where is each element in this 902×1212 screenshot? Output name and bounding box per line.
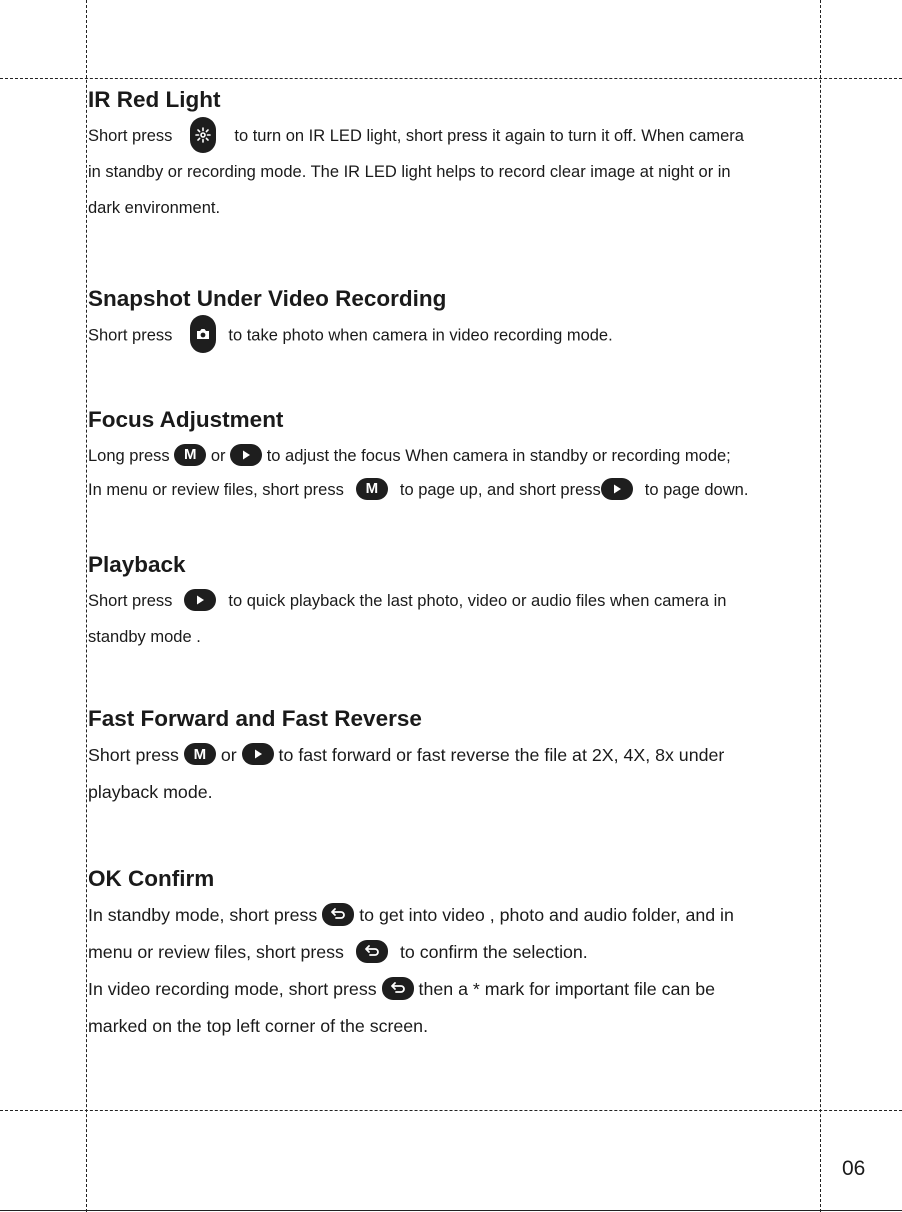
text-fragment: to fast forward or fast reverse the file at 2X, 4X, 8x under — [278, 745, 725, 765]
play-icon-glyph — [240, 449, 252, 461]
text-fragment: to quick playback the last photo, video or audio files when camera in — [228, 592, 727, 610]
section-fast-forward-reverse — [88, 705, 822, 811]
text-fragment: to confirm the selection. — [399, 942, 588, 962]
return-icon — [356, 940, 388, 963]
text-fragment: to adjust the focus When camera in standby or recording mode; — [266, 447, 731, 465]
section-title: Playback — [88, 552, 186, 577]
text-fragment: In standby mode, short press — [88, 905, 318, 925]
section-playback — [88, 551, 822, 655]
text-fragment: to take photo when camera in video recording mode. — [228, 326, 613, 345]
crop-line-top — [0, 78, 902, 79]
text-line: standby mode . — [88, 628, 201, 646]
text-line — [88, 438, 822, 474]
text-line — [88, 934, 822, 971]
section-title: Snapshot Under Video Recording — [88, 286, 447, 311]
m-button-icon: M — [184, 743, 216, 765]
text-line — [88, 583, 822, 619]
text-fragment: Long press — [88, 447, 170, 465]
play-icon-glyph — [611, 483, 623, 495]
play-icon-glyph — [252, 748, 264, 760]
text-fragment: to page up, and short press — [399, 481, 601, 499]
text-fragment: Short press — [88, 127, 173, 145]
play-icon-glyph — [194, 594, 206, 606]
text-line — [88, 118, 822, 154]
section-title: Fast Forward and Fast Reverse — [88, 706, 422, 731]
text-fragment: menu or review files, short press — [88, 942, 344, 962]
camera-icon-glyph — [195, 327, 211, 341]
section-title: IR Red Light — [88, 87, 221, 112]
section-snapshot — [88, 285, 822, 353]
text-fragment: then a * mark for important file can be — [418, 979, 716, 999]
text-fragment: or — [220, 745, 237, 765]
text-fragment: Short press — [88, 745, 179, 765]
play-icon — [184, 589, 216, 611]
text-line: dark environment. — [88, 199, 221, 217]
page-number: 06 — [842, 1157, 866, 1180]
text-fragment: or — [210, 447, 226, 465]
text-fragment: to page down. — [644, 481, 749, 499]
crop-line-bottom — [0, 1110, 902, 1111]
return-icon-glyph — [364, 944, 380, 958]
m-button-icon: M — [356, 478, 388, 500]
text-line — [88, 897, 822, 934]
text-line — [88, 971, 822, 1008]
text-line: marked on the top left corner of the screen. — [88, 1016, 429, 1036]
text-line: playback mode. — [88, 782, 213, 802]
section-title: Focus Adjustment — [88, 407, 284, 432]
m-button-icon: M — [174, 444, 206, 466]
margin-line-left — [86, 0, 87, 1212]
text-fragment: Short press — [88, 326, 173, 345]
return-icon — [322, 903, 354, 926]
text-line: in standby or recording mode. The IR LED light helps to record clear image at night or in — [88, 163, 731, 181]
play-icon — [601, 478, 633, 500]
text-fragment: to turn on IR LED light, short press it again to turn it off. When camera — [234, 127, 744, 145]
camera-icon — [190, 315, 216, 353]
section-ir-red-light — [88, 86, 822, 226]
text-fragment: In menu or review files, short press — [88, 481, 344, 499]
text-line — [88, 737, 822, 774]
ir-light-icon — [190, 117, 216, 153]
play-icon — [230, 444, 262, 466]
text-line — [88, 317, 822, 353]
return-icon — [382, 977, 414, 1000]
section-ok-confirm — [88, 865, 822, 1045]
page-edge-bottom — [0, 1210, 902, 1211]
section-title: OK Confirm — [88, 866, 215, 891]
return-icon-glyph — [330, 907, 346, 921]
ir-light-icon-glyph — [195, 127, 211, 143]
text-line — [88, 472, 822, 508]
return-icon-glyph — [390, 981, 406, 995]
text-fragment: to get into video , photo and audio folder, and in — [359, 905, 734, 925]
text-fragment: Short press — [88, 592, 173, 610]
play-icon — [242, 743, 274, 765]
text-fragment: In video recording mode, short press — [88, 979, 377, 999]
section-focus-adjustment — [88, 406, 822, 508]
